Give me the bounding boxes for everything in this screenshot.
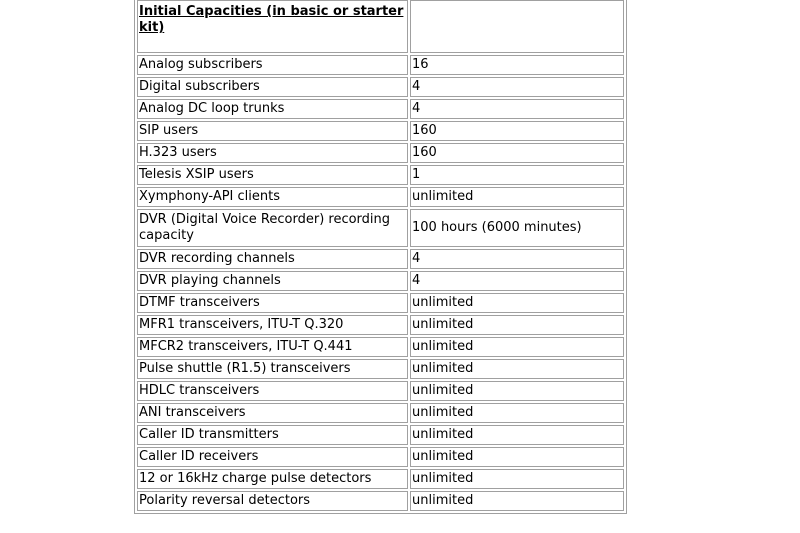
row-value: unlimited: [410, 447, 624, 467]
row-label: MFR1 transceivers, ITU-T Q.320: [137, 315, 408, 335]
table-row: [137, 99, 624, 119]
table-row: [137, 315, 624, 335]
row-label: SIP users: [137, 121, 408, 141]
row-value: 16: [410, 55, 624, 75]
header-label-cell: Initial Capacities (in basic or starter kit): [137, 0, 408, 53]
table-row: [137, 55, 624, 75]
row-label: Telesis XSIP users: [137, 165, 408, 185]
row-value: unlimited: [410, 425, 624, 445]
row-label: DVR playing channels: [137, 271, 408, 291]
table-row: [137, 381, 624, 401]
row-value: 100 hours (6000 minutes): [410, 209, 624, 247]
row-value: 4: [410, 99, 624, 119]
row-value: unlimited: [410, 315, 624, 335]
table-header-row: [137, 0, 624, 53]
row-value: 4: [410, 271, 624, 291]
row-value: 4: [410, 249, 624, 269]
table-row: [137, 337, 624, 357]
row-value: unlimited: [410, 403, 624, 423]
row-label: Xymphony-API clients: [137, 187, 408, 207]
table-row: [137, 143, 624, 163]
table-row: [137, 469, 624, 489]
row-value: unlimited: [410, 337, 624, 357]
row-label: Digital subscribers: [137, 77, 408, 97]
table-row: [137, 293, 624, 313]
table-row: [137, 359, 624, 379]
row-value: unlimited: [410, 491, 624, 511]
row-label: MFCR2 transceivers, ITU-T Q.441: [137, 337, 408, 357]
row-label: Analog DC loop trunks: [137, 99, 408, 119]
row-value: unlimited: [410, 469, 624, 489]
row-label: Caller ID receivers: [137, 447, 408, 467]
row-value: unlimited: [410, 359, 624, 379]
row-label: DVR (Digital Voice Recorder) recording capacity: [137, 209, 408, 247]
row-value: 160: [410, 143, 624, 163]
table-row: [137, 403, 624, 423]
table-row: [137, 425, 624, 445]
row-value: unlimited: [410, 381, 624, 401]
row-label: H.323 users: [137, 143, 408, 163]
row-label: Analog subscribers: [137, 55, 408, 75]
row-value: unlimited: [410, 293, 624, 313]
capacities-table: [134, 0, 627, 514]
table-row: [137, 187, 624, 207]
table-row: [137, 447, 624, 467]
header-value-cell: [410, 0, 624, 53]
row-label: 12 or 16kHz charge pulse detectors: [137, 469, 408, 489]
row-label: ANI transceivers: [137, 403, 408, 423]
row-value: 160: [410, 121, 624, 141]
capacities-table-container: [134, 0, 627, 514]
row-value: 1: [410, 165, 624, 185]
row-label: DTMF transceivers: [137, 293, 408, 313]
row-value: unlimited: [410, 187, 624, 207]
table-row: [137, 271, 624, 291]
table-row: [137, 165, 624, 185]
table-row: [137, 491, 624, 511]
table-row: [137, 209, 624, 247]
table-row: [137, 249, 624, 269]
row-label: Polarity reversal detectors: [137, 491, 408, 511]
row-label: HDLC transceivers: [137, 381, 408, 401]
table-row: [137, 121, 624, 141]
row-label: DVR recording channels: [137, 249, 408, 269]
row-label: Caller ID transmitters: [137, 425, 408, 445]
row-value: 4: [410, 77, 624, 97]
table-row: [137, 77, 624, 97]
row-label: Pulse shuttle (R1.5) transceivers: [137, 359, 408, 379]
